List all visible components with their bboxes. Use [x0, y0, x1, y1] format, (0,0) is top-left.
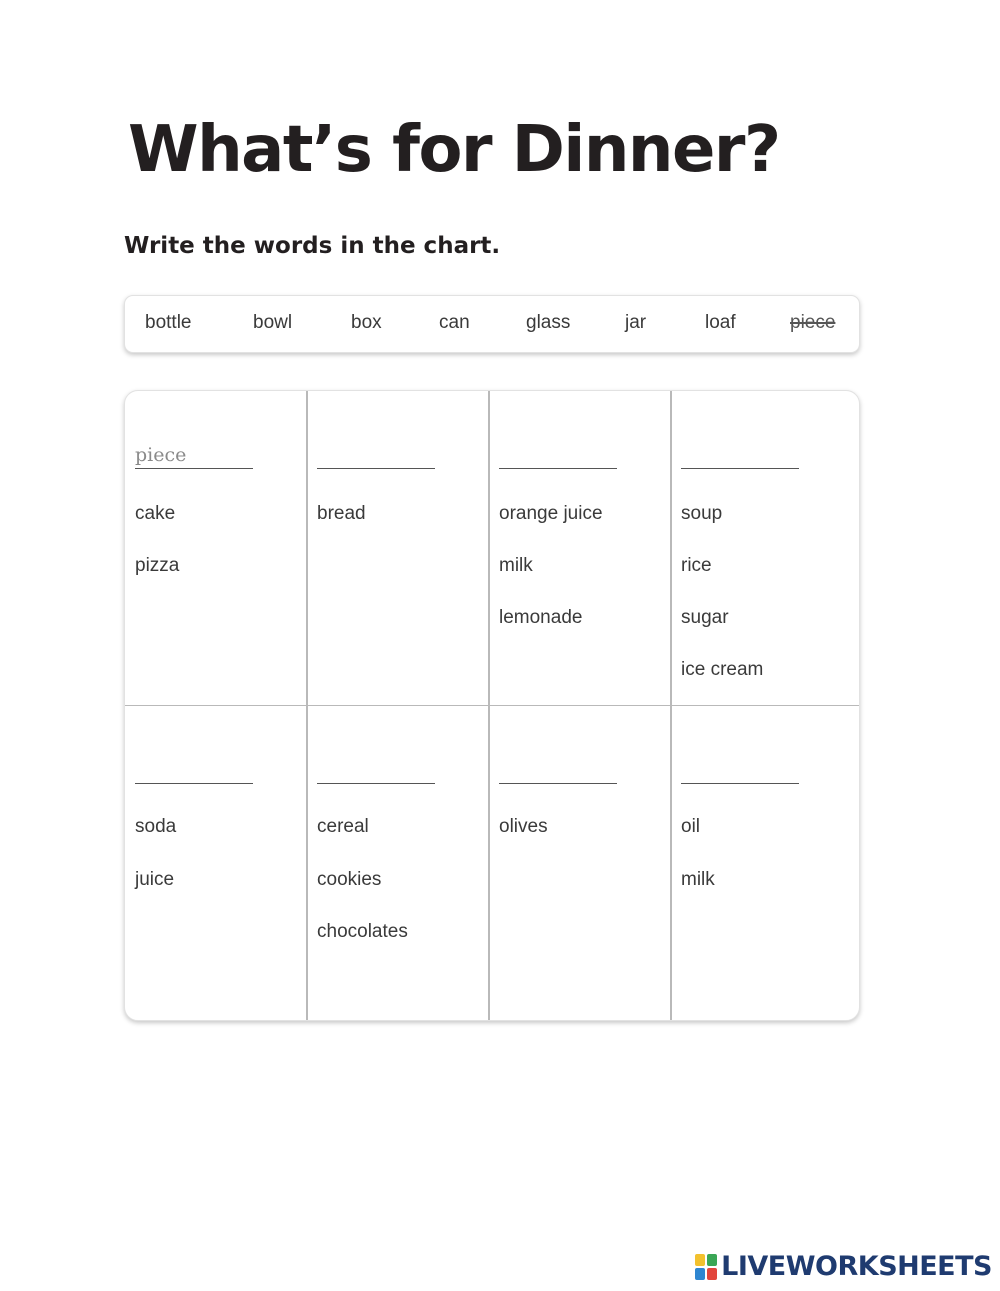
word-bank-item: can [439, 312, 470, 333]
food-item: pizza [135, 555, 180, 576]
word-bank-item: bowl [253, 312, 293, 333]
logo-square [707, 1254, 717, 1266]
answer-blank[interactable] [681, 753, 799, 784]
logo-square [695, 1254, 705, 1266]
row-divider [125, 705, 859, 706]
food-item: oil [681, 816, 701, 837]
answer-blank[interactable] [499, 753, 617, 784]
food-item: ice cream [681, 659, 764, 680]
food-item: orange juice [499, 503, 603, 524]
word-bank-item: jar [625, 312, 647, 333]
word-bank-item: glass [526, 312, 571, 333]
answer-blank[interactable] [135, 753, 253, 784]
logo-square [707, 1268, 717, 1280]
food-item: cookies [317, 869, 382, 890]
liveworksheets-logo [695, 1253, 992, 1280]
instruction-text: Write the words in the chart. [124, 233, 501, 259]
food-item: chocolates [317, 921, 408, 942]
word-bank-item-struck: piece [790, 312, 836, 333]
word-bank-item: bottle [145, 312, 192, 333]
category-chart [124, 390, 860, 1021]
answer-blank[interactable] [499, 438, 617, 469]
food-item: olives [499, 816, 548, 837]
food-item: sugar [681, 607, 729, 628]
food-item: soda [135, 816, 177, 837]
logo-square [695, 1268, 705, 1280]
food-item: cake [135, 503, 176, 524]
word-bank-item: box [351, 312, 382, 333]
answer-blank[interactable] [317, 753, 435, 784]
food-item: lemonade [499, 607, 583, 628]
food-item: rice [681, 555, 712, 576]
answer-blank[interactable] [135, 438, 253, 469]
answer-blank[interactable] [317, 438, 435, 469]
food-item: milk [681, 869, 715, 890]
brand-name: LIVEWORKSHEETS [721, 1251, 992, 1282]
answer-blank[interactable] [681, 438, 799, 469]
food-item: juice [135, 869, 175, 890]
word-bank [124, 295, 860, 353]
food-item: cereal [317, 816, 369, 837]
word-bank-item: loaf [705, 312, 736, 333]
page-title: What’s for Dinner? [128, 113, 780, 187]
liveworksheets-logo-icon [695, 1254, 717, 1280]
food-item: soup [681, 503, 723, 524]
food-item: milk [499, 555, 533, 576]
example-answer: piece [135, 444, 187, 466]
food-item: bread [317, 503, 366, 524]
